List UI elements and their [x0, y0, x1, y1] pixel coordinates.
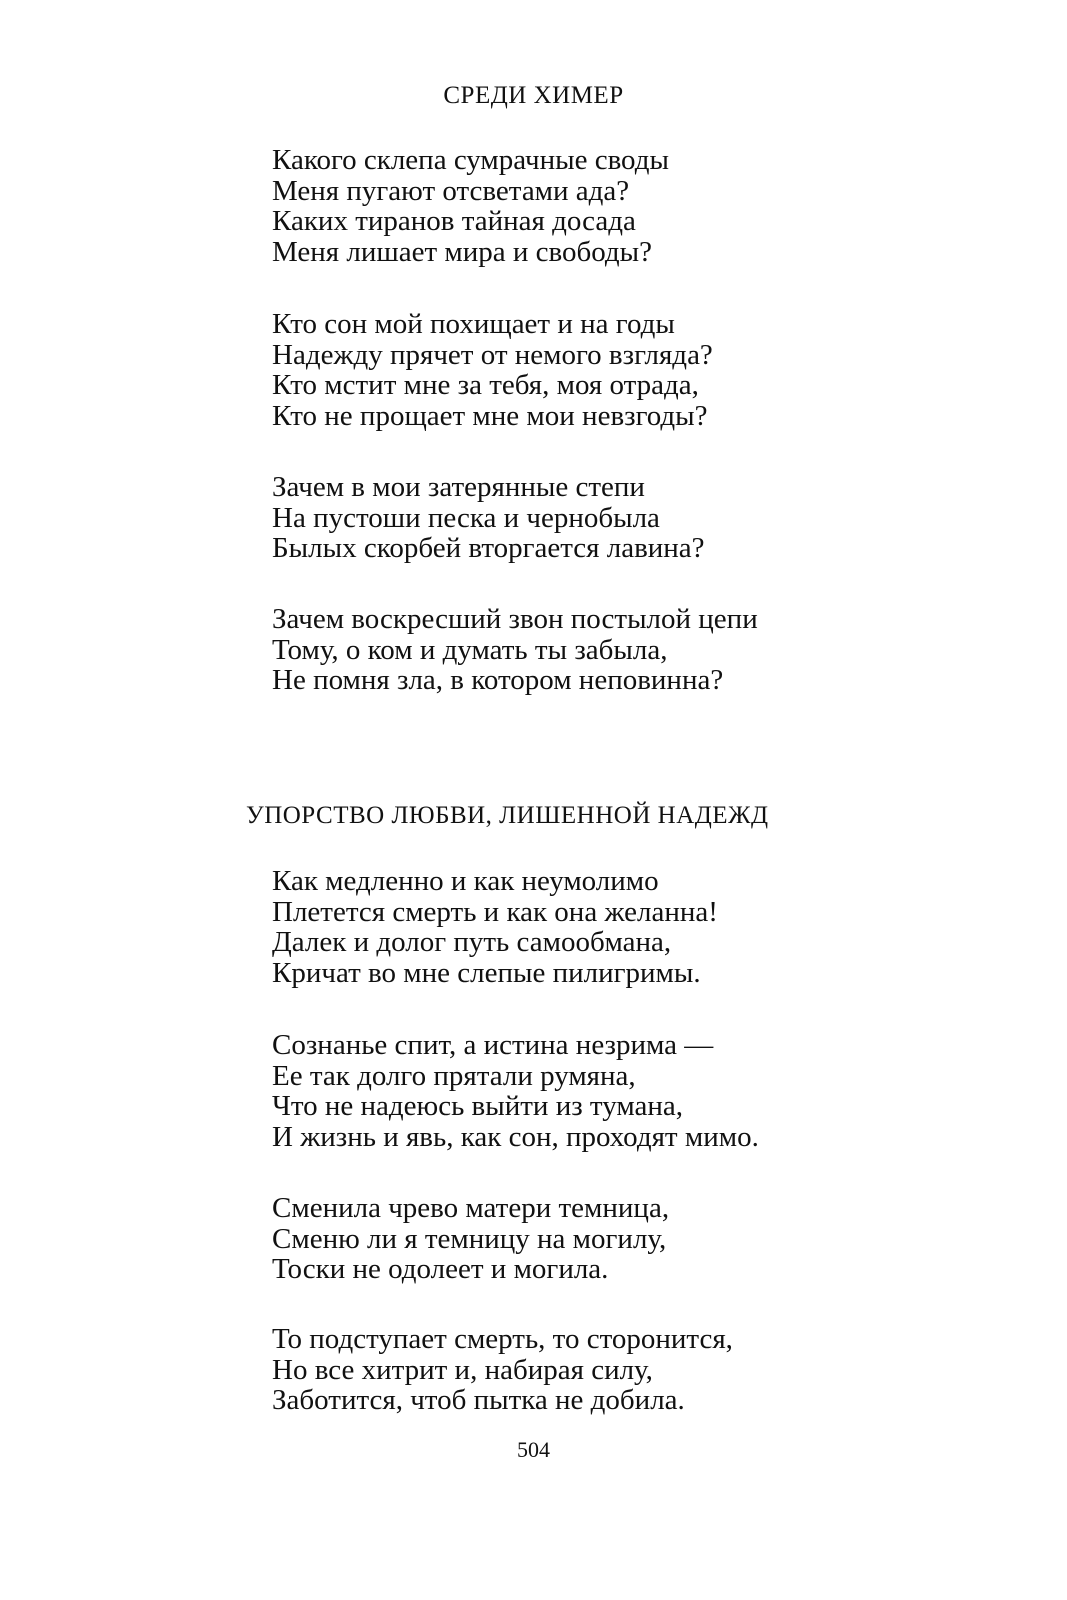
verse-line: Сознанье спит, а истина незрима —: [272, 1029, 714, 1061]
verse-line: Сменю ли я темницу на могилу,: [272, 1222, 667, 1255]
verse-line: Кто сон мой похищает и на годы: [272, 308, 675, 340]
verse-line: И жизнь и явь, как сон, проходят мимо.: [272, 1120, 759, 1153]
verse-line: Зачем воскресший звон постылой цепи: [272, 603, 758, 635]
verse-line: Ее так долго прятали румяна,: [272, 1059, 636, 1092]
verse-line: Как медленно и как неумолимо: [272, 865, 659, 897]
verse-line: Кто мстит мне за тебя, моя отрада,: [272, 369, 699, 401]
poem-title: СРЕДИ ХИМЕР: [443, 82, 624, 109]
verse-line: Плетется смерть и как она желанна!: [272, 895, 718, 928]
verse-line: Каких тиранов тайная досада: [272, 205, 636, 237]
verse-line: Какого склепа сумрачные своды: [272, 144, 669, 176]
verse-line: Зачем в мои затерянные степи: [272, 471, 645, 503]
stanza: [272, 1324, 733, 1416]
stanza: [272, 604, 758, 696]
stanza: [272, 472, 705, 564]
verse-line: Далек и долог путь самообмана,: [272, 926, 672, 958]
stanza: [272, 145, 669, 267]
verse-line: Кричат во мне слепые пилигримы.: [272, 956, 701, 989]
poem-title: УПОРСТВО ЛЮБВИ, ЛИШЕННОЙ НАДЕЖД: [246, 802, 769, 829]
verse-line: Не помня зла, в котором неповинна?: [272, 664, 724, 696]
page-number: 504: [517, 1437, 550, 1462]
stanza: [272, 866, 718, 988]
verse-line: Что не надеюсь выйти из тумана,: [272, 1090, 683, 1122]
stanza: [272, 1193, 669, 1285]
verse-line: Но все хитрит и, набирая силу,: [272, 1353, 653, 1386]
verse-line: Былых скорбей вторгается лавина?: [272, 532, 705, 564]
verse-line: Сменила чрево матери темница,: [272, 1192, 670, 1224]
verse-line: Заботится, чтоб пытка не добила.: [272, 1384, 685, 1416]
verse-line: Надежду прячет от немого взгляда?: [272, 338, 713, 371]
verse-line: Тоски не одолеет и могила.: [272, 1253, 609, 1285]
verse-line: Кто не прощает мне мои невзгоды?: [272, 399, 708, 432]
stanza: [272, 1030, 759, 1152]
verse-line: То подступает смерть, то сторонится,: [272, 1323, 733, 1355]
verse-line: Меня пугают отсветами ада?: [272, 174, 630, 207]
verse-line: Тому, о ком и думать ты забыла,: [272, 633, 668, 666]
stanza: [272, 309, 713, 431]
verse-line: На пустоши песка и чернобыла: [272, 501, 660, 534]
verse-line: Меня лишает мира и свободы?: [272, 235, 653, 268]
